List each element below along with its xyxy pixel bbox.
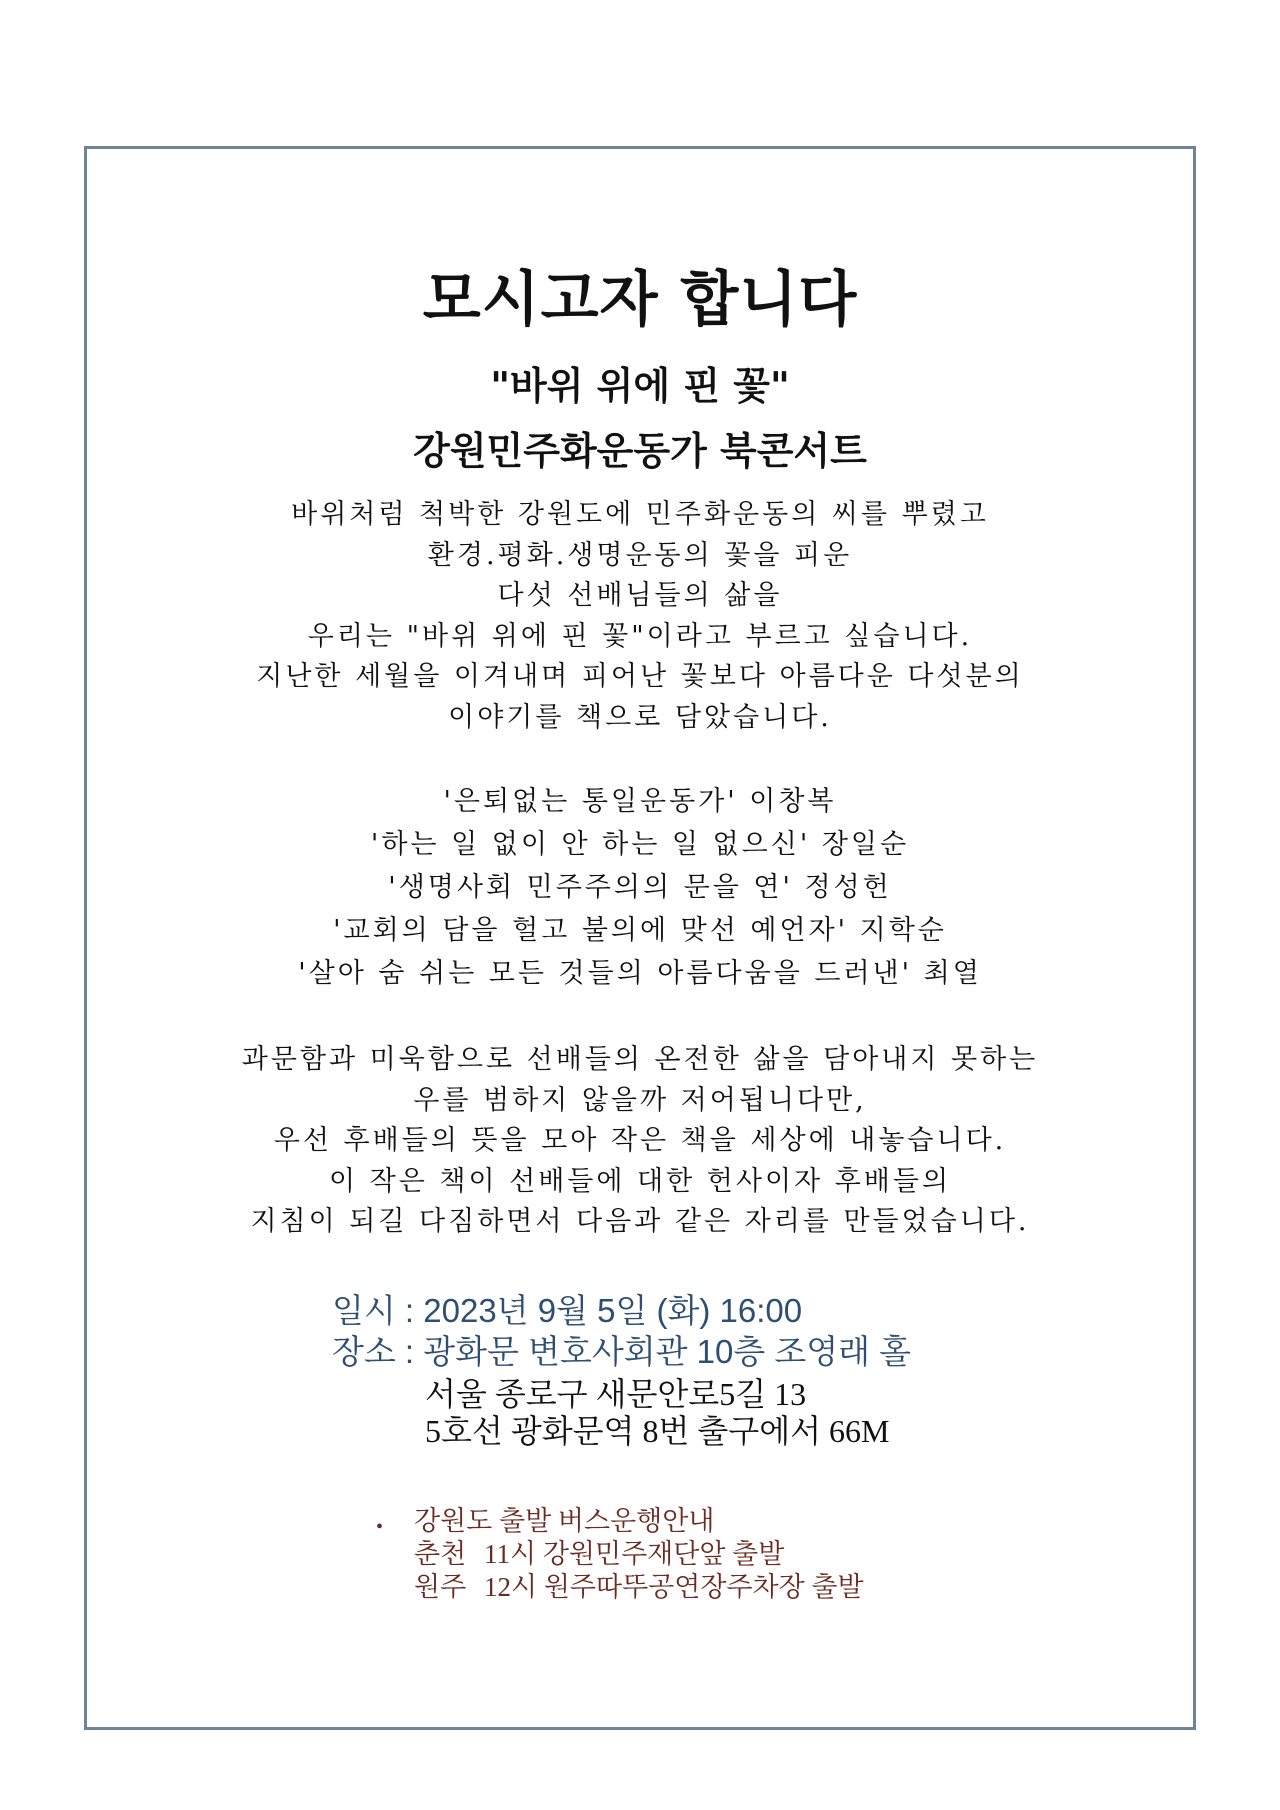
bus-route xyxy=(414,1538,864,1571)
closing-line: 우를 범하지 않을까 저어됩니다만, xyxy=(413,1084,867,1116)
closing-line: 우선 후배들의 뜻을 모아 작은 책을 세상에 내놓습니다. xyxy=(273,1125,1007,1156)
closing-line: 이 작은 책이 선배들에 대한 헌사이자 후배들의 xyxy=(328,1165,952,1197)
bus-route-city: 춘천 xyxy=(414,1539,467,1569)
intro-line: 지난한 세월을 이겨내며 피어난 꽃보다 아름다운 다섯분의 xyxy=(256,661,1024,692)
intro-paragraph xyxy=(150,495,1130,738)
honoree-item: '생명사회 민주주의의 문을 연' 정성헌 xyxy=(388,872,892,903)
honoree-item: '교회의 담을 헐고 불의에 맞선 예언자' 지학순 xyxy=(333,915,947,946)
closing-line: 지침이 되길 다짐하면서 다음과 같은 자리를 만들었습니다. xyxy=(250,1206,1030,1237)
honoree-item: '은퇴없는 통일운동가' 이창복 xyxy=(443,786,837,817)
address-directions: 5호선 광화문역 8번 출구에서 66M xyxy=(425,1413,890,1449)
intro-line: 환경.평화.생명운동의 꽃을 피운 xyxy=(427,539,853,571)
address-street: 서울 종로구 새문안로5길 13 xyxy=(425,1376,807,1412)
honoree-item: '살아 숨 쉬는 모든 것들의 아름다움을 드러낸' 최열 xyxy=(298,958,982,989)
event-address xyxy=(425,1376,890,1450)
event-venue: 장소 : 광화문 변호사회관 10층 조영래 홀 xyxy=(332,1333,912,1370)
intro-line: 다섯 선배님들의 삶을 xyxy=(497,580,783,611)
intro-line: 이야기를 책으로 담았습니다. xyxy=(448,701,832,733)
honoree-item: '하는 일 없이 안 하는 일 없으신' 장일순 xyxy=(370,829,910,860)
honoree-list xyxy=(150,780,1130,995)
closing-line: 과문함과 미욱함으로 선배들의 온전한 삶을 담아내지 못하는 xyxy=(241,1044,1039,1075)
bus-info xyxy=(378,1505,864,1604)
intro-line: 바위처럼 척박한 강원도에 민주화운동의 씨를 뿌렸고 xyxy=(291,499,989,530)
closing-paragraph xyxy=(150,1040,1130,1243)
bus-route xyxy=(414,1571,864,1604)
intro-line: 우리는 "바위 위에 핀 꽃"이라고 부르고 싶습니다. xyxy=(307,620,973,652)
event-datetime: 일시 : 2023년 9월 5일 (화) 16:00 xyxy=(332,1292,803,1329)
invitation-title: 모시고자 합니다 xyxy=(422,265,858,335)
bus-route-city: 원주 xyxy=(414,1572,467,1602)
bus-heading: 강원도 출발 버스운행안내 xyxy=(414,1506,715,1536)
event-details xyxy=(332,1290,911,1372)
event-name: 강원민주화운동가 북콘서트 xyxy=(413,429,867,473)
bus-route-detail: 12시 원주따뚜공연장주차장 출발 xyxy=(484,1572,864,1602)
bullet-icon: • xyxy=(376,1516,384,1538)
bus-route-detail: 11시 강원민주재단앞 출발 xyxy=(484,1539,785,1569)
book-title: "바위 위에 핀 꽃" xyxy=(490,364,790,408)
